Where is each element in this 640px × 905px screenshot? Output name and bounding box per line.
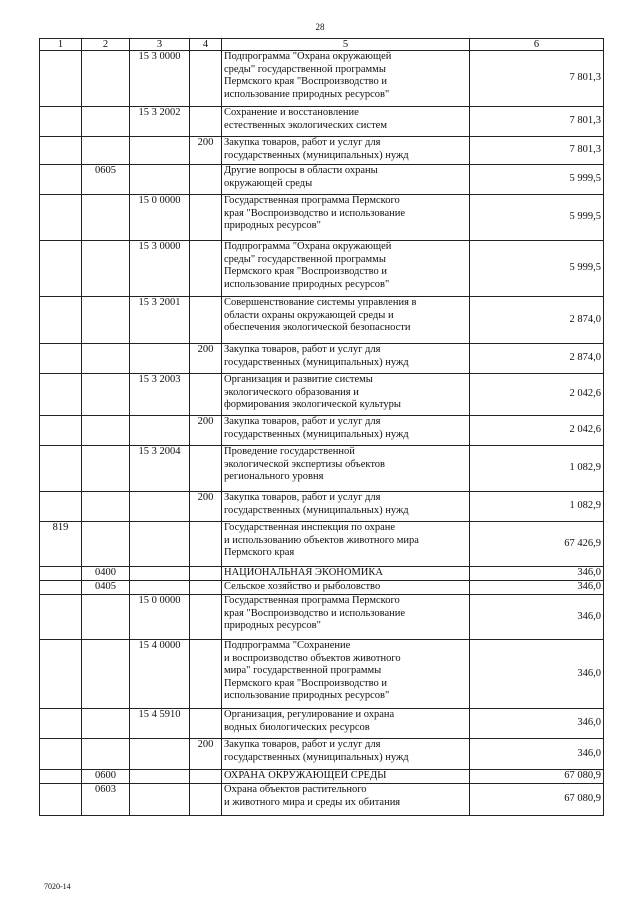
item-name: Подпрограмма "Охрана окружающей среды" государственной программы Пермского края "Воспроизводство и использование природных ресурсов" <box>222 51 470 107</box>
subsection-code <box>82 51 130 107</box>
item-name: Государственная программа Пермского края "Воспроизводство и использование природных ресурсов" <box>222 195 470 241</box>
expense-type-code: 200 <box>190 492 222 522</box>
table-row <box>40 581 604 595</box>
subsection-code <box>82 492 130 522</box>
expense-type-code <box>190 770 222 784</box>
expense-type-code <box>190 595 222 640</box>
table-row <box>40 739 604 770</box>
amount: 67 080,9 <box>470 784 604 816</box>
section-code <box>40 709 82 739</box>
item-name: Подпрограмма "Сохранение и воспроизводство объектов животного мира" государственной программы Пермского края "Воспроизводство и использование природных ресурсов" <box>222 640 470 709</box>
budget-table <box>39 38 604 816</box>
expense-type-code <box>190 567 222 581</box>
header-cell: 6 <box>470 39 604 51</box>
expense-type-code <box>190 297 222 344</box>
item-name: Охрана объектов растительного и животного мира и среды их обитания <box>222 784 470 816</box>
amount: 5 999,5 <box>470 241 604 297</box>
section-code <box>40 107 82 137</box>
item-name: Государственная инспекция по охране и использованию объектов животного мира Пермского края <box>222 522 470 567</box>
item-name: Сельское хозяйство и рыболовство <box>222 581 470 595</box>
subsection-code <box>82 374 130 416</box>
target-article-code: 15 4 0000 <box>130 640 190 709</box>
target-article-code: 15 3 0000 <box>130 51 190 107</box>
item-name: Закупка товаров, работ и услуг для государственных (муниципальных) нужд <box>222 492 470 522</box>
expense-type-code <box>190 241 222 297</box>
expense-type-code: 200 <box>190 344 222 374</box>
table-row <box>40 374 604 416</box>
expense-type-code <box>190 640 222 709</box>
amount: 1 082,9 <box>470 492 604 522</box>
amount: 7 801,3 <box>470 51 604 107</box>
item-name: Организация, регулирование и охрана водных биологических ресурсов <box>222 709 470 739</box>
subsection-code <box>82 344 130 374</box>
subsection-code <box>82 595 130 640</box>
expense-type-code <box>190 581 222 595</box>
table-row <box>40 595 604 640</box>
expense-type-code <box>190 784 222 816</box>
subsection-code: 0405 <box>82 581 130 595</box>
subsection-code: 0600 <box>82 770 130 784</box>
expense-type-code <box>190 51 222 107</box>
target-article-code <box>130 581 190 595</box>
expense-type-code: 200 <box>190 416 222 446</box>
table-row <box>40 522 604 567</box>
section-code <box>40 344 82 374</box>
item-name: ОХРАНА ОКРУЖАЮЩЕЙ СРЕДЫ <box>222 770 470 784</box>
section-code <box>40 241 82 297</box>
section-code <box>40 595 82 640</box>
target-article-code: 15 3 2002 <box>130 107 190 137</box>
expense-type-code: 200 <box>190 137 222 165</box>
target-article-code <box>130 522 190 567</box>
amount: 346,0 <box>470 567 604 581</box>
target-article-code <box>130 784 190 816</box>
target-article-code <box>130 165 190 195</box>
section-code <box>40 784 82 816</box>
section-code <box>40 416 82 446</box>
amount: 5 999,5 <box>470 195 604 241</box>
table-row <box>40 492 604 522</box>
section-code <box>40 374 82 416</box>
subsection-code <box>82 709 130 739</box>
subsection-code: 0605 <box>82 165 130 195</box>
target-article-code <box>130 492 190 522</box>
target-article-code: 15 0 0000 <box>130 195 190 241</box>
item-name: Совершенствование системы управления в области охраны окружающей среды и обеспечения экологической безопасности <box>222 297 470 344</box>
subsection-code <box>82 195 130 241</box>
expense-type-code <box>190 709 222 739</box>
expense-type-code: 200 <box>190 739 222 770</box>
target-article-code <box>130 416 190 446</box>
item-name: Подпрограмма "Охрана окружающей среды" государственной программы Пермского края "Воспроизводство и использование природных ресурсов" <box>222 241 470 297</box>
section-code <box>40 492 82 522</box>
page-number: 28 <box>315 22 325 32</box>
header-cell: 3 <box>130 39 190 51</box>
expense-type-code <box>190 374 222 416</box>
amount: 67 080,9 <box>470 770 604 784</box>
section-code <box>40 297 82 344</box>
table-row <box>40 241 604 297</box>
section-code <box>40 567 82 581</box>
target-article-code: 15 0 0000 <box>130 595 190 640</box>
header-cell: 1 <box>40 39 82 51</box>
expense-type-code <box>190 165 222 195</box>
subsection-code <box>82 416 130 446</box>
target-article-code <box>130 739 190 770</box>
item-name: Закупка товаров, работ и услуг для государственных (муниципальных) нужд <box>222 739 470 770</box>
amount: 2 874,0 <box>470 297 604 344</box>
amount: 346,0 <box>470 739 604 770</box>
subsection-code <box>82 137 130 165</box>
subsection-code <box>82 297 130 344</box>
amount: 5 999,5 <box>470 165 604 195</box>
table-row <box>40 137 604 165</box>
target-article-code <box>130 137 190 165</box>
table-row <box>40 344 604 374</box>
subsection-code <box>82 640 130 709</box>
section-code <box>40 770 82 784</box>
subsection-code <box>82 107 130 137</box>
table-row <box>40 416 604 446</box>
amount: 346,0 <box>470 595 604 640</box>
item-name: Сохранение и восстановление естественных экологических систем <box>222 107 470 137</box>
subsection-code <box>82 446 130 492</box>
amount: 2 874,0 <box>470 344 604 374</box>
item-name: Государственная программа Пермского края "Воспроизводство и использование природных ресурсов" <box>222 595 470 640</box>
footer-code: 7020-14 <box>44 882 71 891</box>
table-row <box>40 640 604 709</box>
subsection-code <box>82 739 130 770</box>
item-name: Организация и развитие системы экологического образования и формирования экологической культуры <box>222 374 470 416</box>
amount: 346,0 <box>470 709 604 739</box>
item-name: Проведение государственной экологической экспертизы объектов регионального уровня <box>222 446 470 492</box>
subsection-code <box>82 241 130 297</box>
table-row <box>40 297 604 344</box>
amount: 7 801,3 <box>470 107 604 137</box>
item-name: Другие вопросы в области охраны окружающей среды <box>222 165 470 195</box>
table-row <box>40 51 604 107</box>
table-row <box>40 107 604 137</box>
header-cell: 4 <box>190 39 222 51</box>
amount: 2 042,6 <box>470 374 604 416</box>
expense-type-code <box>190 195 222 241</box>
item-name: Закупка товаров, работ и услуг для государственных (муниципальных) нужд <box>222 416 470 446</box>
target-article-code <box>130 567 190 581</box>
subsection-code <box>82 522 130 567</box>
target-article-code: 15 3 0000 <box>130 241 190 297</box>
subsection-code: 0603 <box>82 784 130 816</box>
section-code <box>40 739 82 770</box>
table-row <box>40 770 604 784</box>
table-row <box>40 165 604 195</box>
header-cell: 5 <box>222 39 470 51</box>
table-row <box>40 195 604 241</box>
target-article-code: 15 3 2003 <box>130 374 190 416</box>
section-code <box>40 581 82 595</box>
amount: 346,0 <box>470 581 604 595</box>
expense-type-code <box>190 107 222 137</box>
section-code <box>40 51 82 107</box>
target-article-code: 15 3 2001 <box>130 297 190 344</box>
amount: 346,0 <box>470 640 604 709</box>
table-row <box>40 567 604 581</box>
target-article-code <box>130 770 190 784</box>
section-code <box>40 640 82 709</box>
column-number-header <box>40 39 604 51</box>
item-name: НАЦИОНАЛЬНАЯ ЭКОНОМИКА <box>222 567 470 581</box>
section-code <box>40 137 82 165</box>
table-row <box>40 709 604 739</box>
target-article-code: 15 4 5910 <box>130 709 190 739</box>
section-code <box>40 165 82 195</box>
header-cell: 2 <box>82 39 130 51</box>
amount: 1 082,9 <box>470 446 604 492</box>
expense-type-code <box>190 522 222 567</box>
section-code <box>40 195 82 241</box>
expense-type-code <box>190 446 222 492</box>
target-article-code: 15 3 2004 <box>130 446 190 492</box>
amount: 2 042,6 <box>470 416 604 446</box>
section-code: 819 <box>40 522 82 567</box>
subsection-code: 0400 <box>82 567 130 581</box>
amount: 67 426,9 <box>470 522 604 567</box>
amount: 7 801,3 <box>470 137 604 165</box>
table-row <box>40 784 604 816</box>
section-code <box>40 446 82 492</box>
item-name: Закупка товаров, работ и услуг для государственных (муниципальных) нужд <box>222 137 470 165</box>
item-name: Закупка товаров, работ и услуг для государственных (муниципальных) нужд <box>222 344 470 374</box>
target-article-code <box>130 344 190 374</box>
table-row <box>40 446 604 492</box>
